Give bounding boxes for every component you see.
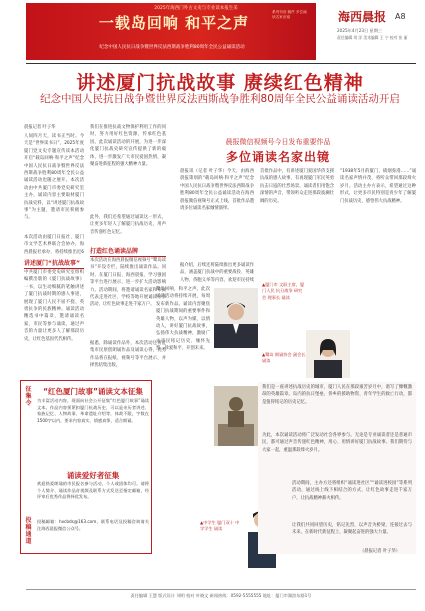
banner-deco-text: 系列刊登 稿件 多位诵读名家出镜 (272, 10, 307, 19)
commentary-paragraph: 让我们共同回望历史，铭记先烈，以声音为桥梁，连接过去与未来，在新时代新征程上，凝聚起奋进的强大力量。 (292, 523, 412, 536)
banner-title: 一载岛回响 和平之声 (98, 14, 250, 32)
editor-credits: 责任编辑 刘 洋 美术编辑 王 宁 校对 张 丽 (337, 35, 408, 40)
section-heading: 打造红色诵读品牌 (90, 246, 166, 257)
article-paragraph: 本次活动由厦门日报社、厦门市文学艺术界联合会协办，海西晨报社承办，将持续推出近6 (24, 235, 84, 255)
photo-caption: ▲鹭岛 朗诵协会 副会长 诵读 (262, 352, 306, 364)
banner-subtitle: 纪念中国人民抗日战争暨世界反法西斯战争胜利80周年全民公益诵读活动 (99, 45, 245, 50)
article-byline: 晨报记者 叶子华 (24, 125, 56, 130)
masthead (0, 0, 425, 62)
commentary-paragraph: 我们是一座讲述抗战历史的城市，厦门人民在那段艰苦岁月中，谱写了慷慨激昂的英雄篇章。岛内的抗日堡垒、侨乡的援助物资、青年学生的救亡行动，都是值得铭记的历史记忆。 (262, 385, 412, 405)
feature-paragraph: 鹭岛回响，和平之声。此次诵读活动将持续开展，每周发布新作品。诵读内容聚焦厦门抗战期间的重要事件和英雄人物，以声为媒、以情动人，讲好厦门抗战故事，弘扬伟大抗战精神，激励广大市民铭记历史、缅怀先烈、珍爱和平、开创未来。 (156, 287, 210, 352)
headline-subtitle: 纪念中国人民抗日战争暨世界反法西斯战争胜利80周年全民公益诵读活动开启 (40, 93, 400, 105)
notice-paragraph: 欢迎热爱朗诵的市民报名参与活动，个人或团体均可。请将个人简介、诵读作品音视频及联系方式发送至指定邮箱，经评审后优秀作品将择优发布。 (37, 481, 149, 500)
footer-divider (26, 589, 416, 590)
reader-photo-statue (214, 386, 258, 446)
article-paragraph: 据悉，除诵读作品外，本次活动还将征集市民原创朗诵作品及诵读心得，优秀作品将在报纸、视频号等平台展示，并择优结集出版。 (90, 341, 166, 369)
notice-paragraph: 投稿邮箱：hxcbds@163.com，联系电话及投稿咨询请关注海西晨报微信公众号。 (37, 519, 149, 531)
feature-paragraph: 首批作品中，有讲述厦门爱国华侨支援抗战的感人故事，有再现厦门军民英勇抗击日寇的壮烈场景，诵读者们用饱含深情的声音，带领听众走进那段波澜壮阔的历史。 (260, 169, 334, 204)
feature-paragraph: 晨报讯（记者 叶子华）今天，由海西晨报策划的“载岛回响·和平之声”纪念中国人民抗日战争暨世界反法西斯战争胜利80周年全民公益诵读活动在海西晨报微信视频号正式上线，首批作品邀请多位诵读名家倾情演绎。 (180, 169, 254, 212)
commentary-byline: （晨报记者 叶子华） (360, 549, 401, 554)
headline-title: 讲述厦门抗战故事 赓续红色精神 (76, 72, 364, 94)
commentary-paragraph: 为此，本次诵读活动将广泛发动社会各界参与。无论是专业诵读者还是普通市民，都可通过声音传递红色精神，用心、用情讲好厦门抗战故事。我们期待与大家一起，重温那段烽火岁月。 (262, 433, 412, 453)
call-for-submissions-box (20, 380, 152, 554)
section-heading: 讲述厦门“抗战故事” (24, 258, 84, 269)
notice-title: 诵读爱好者征集 (66, 471, 120, 480)
feature-headline: 多位诵读名家出镜 (225, 150, 330, 164)
article-paragraph: 本次活动在海西晨报微信视频号“鹭岛读书”开设专栏，陆续推出诵读作品。同时，在厦门日报、海西晨报、学习强国等平台进行展示，进一步扩大活动影响力。活动期间，将邀请诵读名家和市民代表走进社区、学校等地开展诵读分享活动，让红色故事走进千家万户。 (90, 258, 166, 308)
article-paragraph: 此外，我们还希望通过诵读这一形式，让更多年轻人了解厦门抗战历史，用声音传递红色记忆。 (90, 215, 166, 235)
photo-caption: ▲厦门市 文联主席，厦门人民 抗日战争 研究会 理事长 诵读 (262, 282, 305, 300)
issue-date: 2025年4月23日 星期三 (337, 28, 383, 33)
feature-paragraph: “1938年5月的厦门，硝烟弥漫……”诵读名家声情并茂，将听众带回那段烽火岁月。活动主办方表示，希望通过这种形式，让更多市民特别是青少年了解厦门抗战历史，感悟伟大抗战精神。 (340, 169, 416, 204)
reader-photo-woman (306, 330, 350, 378)
campaign-banner (26, 3, 316, 60)
header-divider (26, 63, 416, 64)
notice-label: 征集令 (25, 386, 32, 407)
photo-caption: ▲中学生 厦门双十 中学学生 诵读 (200, 520, 240, 532)
notice-title: “红色厦门故事”诵读文本征集 (43, 387, 143, 396)
page-footer: 责任编辑 王慧 版式设计 刘明 校对 叶晓文 新闻热线：0592-5555555 地址：厦门市湖滨东路1号 (130, 593, 312, 598)
commentary-paragraph: 活动期间，主办方还将组织“诵读进社区”“诵读进校园”等系列活动，通过线上线下相结合的方式，让红色故事走进千家万户，让抗战精神薪火相传。 (292, 481, 412, 501)
feature-paragraph: 据介绍，后续还将陆续推出更多诵读作品，涵盖厦门抗战中的重要战役、英雄人物、侨胞义举等内容，欢迎市民持续 (180, 263, 254, 282)
page-number: A8 (395, 12, 406, 21)
article-paragraph: 中共厦门市委党史研究室组织编撰出版的《厦门抗战故事》一书，以生动细腻的笔触讲述了厦门抗战时期的感人事迹，展现了厦门人民不屈不挠、英勇抗争的民族精神。诵读活动精选书中篇章，邀请诵读名家、市民等参与诵读，通过声音的力量让更多人了解那段历史，让红色基因代代相传。 (24, 270, 84, 342)
feature-kicker: 晨报微信视频号今日发布重要作品 (225, 138, 331, 146)
article-paragraph: 我们在推进抗战文物保护利用工作的同时，努力用好红色资源，传承红色基因。此次诵读活动的开展，为进一步深化厦门抗战史研究宣传提供了新的载体，进一步激发广大市民爱国热情，凝聚奋进新征程的强大精神力量。 (90, 125, 166, 168)
newspaper-logo: 海西晨报 (338, 10, 387, 24)
article-paragraph: 人间四月天，读书正当时。今天是“世界读书日”，2025年度厦门党文史专题宣传读本活动开启“载岛回响·和平之声”纪念中国人民抗日战争暨世界反法西斯战争胜利80周年全民公益诵读活动也随之展开。本次活动由中共厦门市委党史研究室主办，诵读内容主要取材厦门抗战史料，以“讲述厦门抗战故事”为主题，邀请市民积极参与。 (24, 134, 84, 221)
notice-paragraph: 为丰富活动内容，现面向社会公开征集“红色厦门故事”诵读文本。作品内容须紧扣厦门抗战历史，可以是亲历者讲述、家族记忆、人物故事、革命遗址介绍等，体裁不限，字数在1500字以内，要求内容真实、情感真挚、适合朗诵。 (37, 398, 149, 423)
reader-photo-man (214, 288, 258, 348)
notice-label: 投稿通道 (25, 517, 32, 545)
banner-top-text: 2025年海西门外古文史与专业读本报生采 (154, 6, 238, 11)
